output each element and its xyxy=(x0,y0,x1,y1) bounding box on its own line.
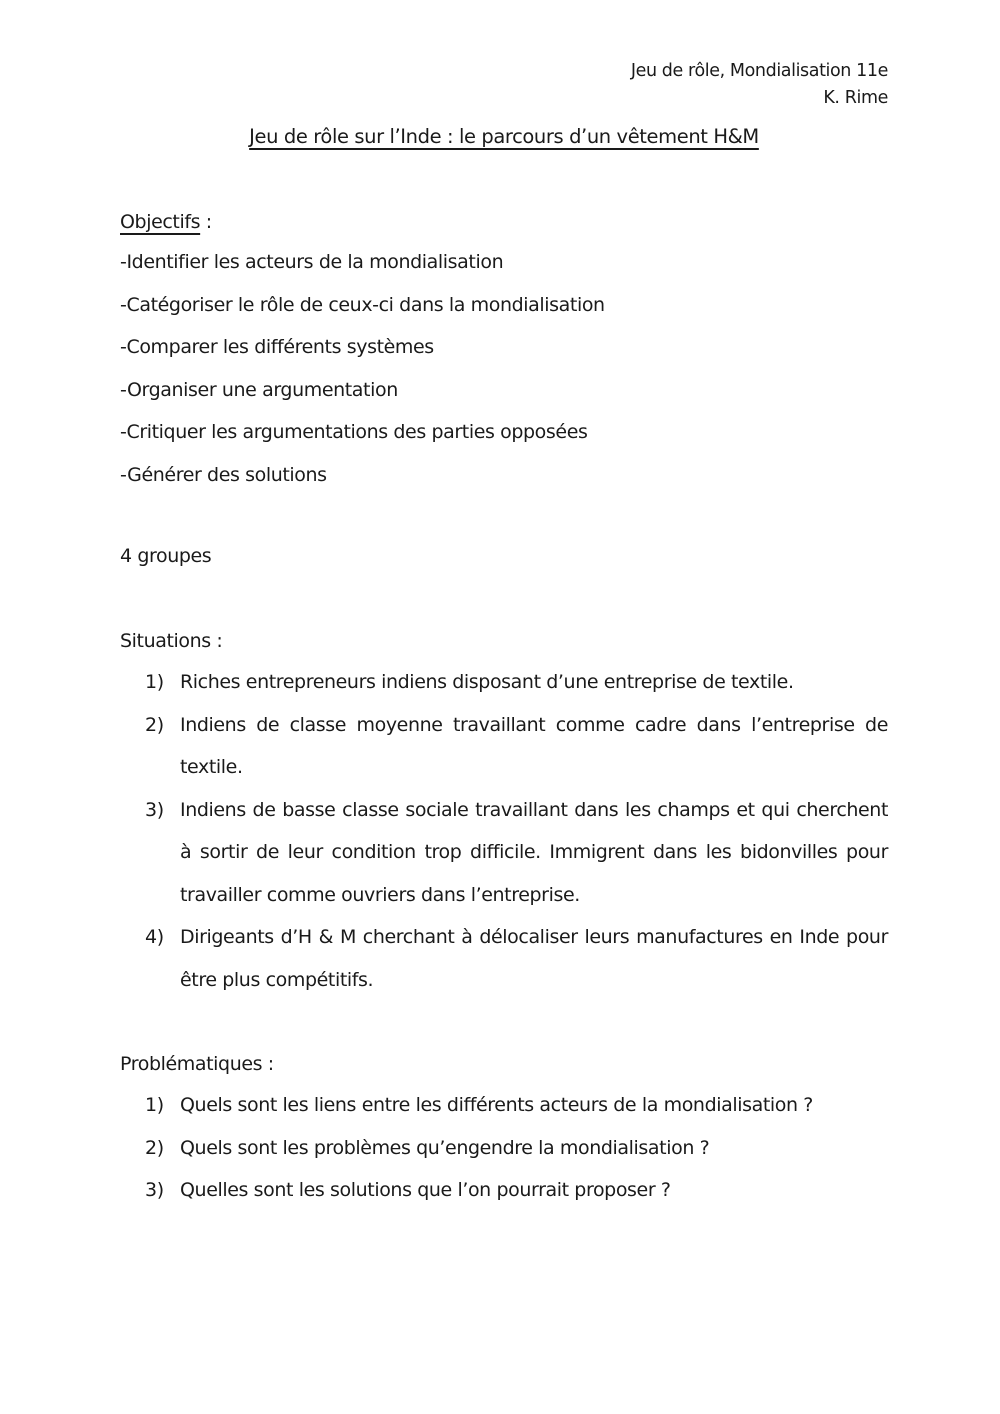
problems-list xyxy=(120,1084,888,1212)
problems-heading-colon: : xyxy=(262,1053,274,1075)
objectives-list xyxy=(120,241,888,496)
situation-text: Indiens de classe moyenne travaillant comme cadre dans l’entreprise de textile. xyxy=(180,713,888,778)
objective-item: -Générer des solutions xyxy=(120,463,327,486)
situation-item xyxy=(145,661,888,704)
objective-item: -Comparer les différents systèmes xyxy=(120,336,434,358)
situation-number: 2) xyxy=(145,713,164,736)
situation-item xyxy=(145,704,888,789)
problems-heading: Problématiques : xyxy=(120,1053,274,1075)
problem-number: 1) xyxy=(145,1094,164,1116)
situation-number: 4) xyxy=(145,926,164,948)
objective-item: -Identifier les acteurs de la mondialisation xyxy=(120,251,504,273)
situations-heading: Situations : xyxy=(120,630,223,652)
situation-item xyxy=(145,789,888,917)
document-title xyxy=(120,122,888,152)
situation-text: Indiens de basse classe sociale travaillant dans les champs et qui cherchent à sortir de leur condition trop difficile. Immigrent dans les bidonvilles pour travailler comme ouvriers dans l’entreprise. xyxy=(180,798,888,906)
header-author: K. Rime xyxy=(823,88,888,108)
document-title-text: Jeu de rôle sur l’Inde : le parcours d’un vêtement H&M xyxy=(249,125,759,148)
situations-list xyxy=(120,661,888,1001)
header-course-label: Jeu de rôle, Mondialisation 11e xyxy=(630,61,888,81)
objectives-heading-colon: : xyxy=(200,211,212,233)
objective-item: -Critiquer les argumentations des parties opposées xyxy=(120,421,588,443)
objective-item: -Catégoriser le rôle de ceux-ci dans la mondialisation xyxy=(120,293,605,316)
groups-note: 4 groupes xyxy=(120,545,212,567)
problem-text: Quels sont les problèmes qu’engendre la mondialisation ? xyxy=(180,1136,710,1159)
situation-text: Dirigeants d’H & M cherchant à délocaliser leurs manufactures en Inde pour être plus compétitifs. xyxy=(180,926,888,991)
situation-item xyxy=(145,916,888,1001)
situations-heading-colon: : xyxy=(210,630,223,652)
situation-number: 3) xyxy=(145,798,164,821)
objective-item: -Organiser une argumentation xyxy=(120,378,398,401)
page-header xyxy=(120,58,888,112)
situation-text: Riches entrepreneurs indiens disposant d’une entreprise de textile. xyxy=(180,671,794,693)
situation-number: 1) xyxy=(145,671,164,693)
problem-text: Quelles sont les solutions que l’on pourrait proposer ? xyxy=(180,1179,671,1201)
problem-item xyxy=(145,1169,888,1212)
problem-number: 2) xyxy=(145,1136,164,1159)
problem-item xyxy=(145,1084,888,1127)
problem-text: Quels sont les liens entre les différents acteurs de la mondialisation ? xyxy=(180,1094,813,1116)
problem-number: 3) xyxy=(145,1179,164,1201)
objectives-heading: Objectifs : xyxy=(120,211,212,233)
problem-item xyxy=(145,1127,888,1170)
